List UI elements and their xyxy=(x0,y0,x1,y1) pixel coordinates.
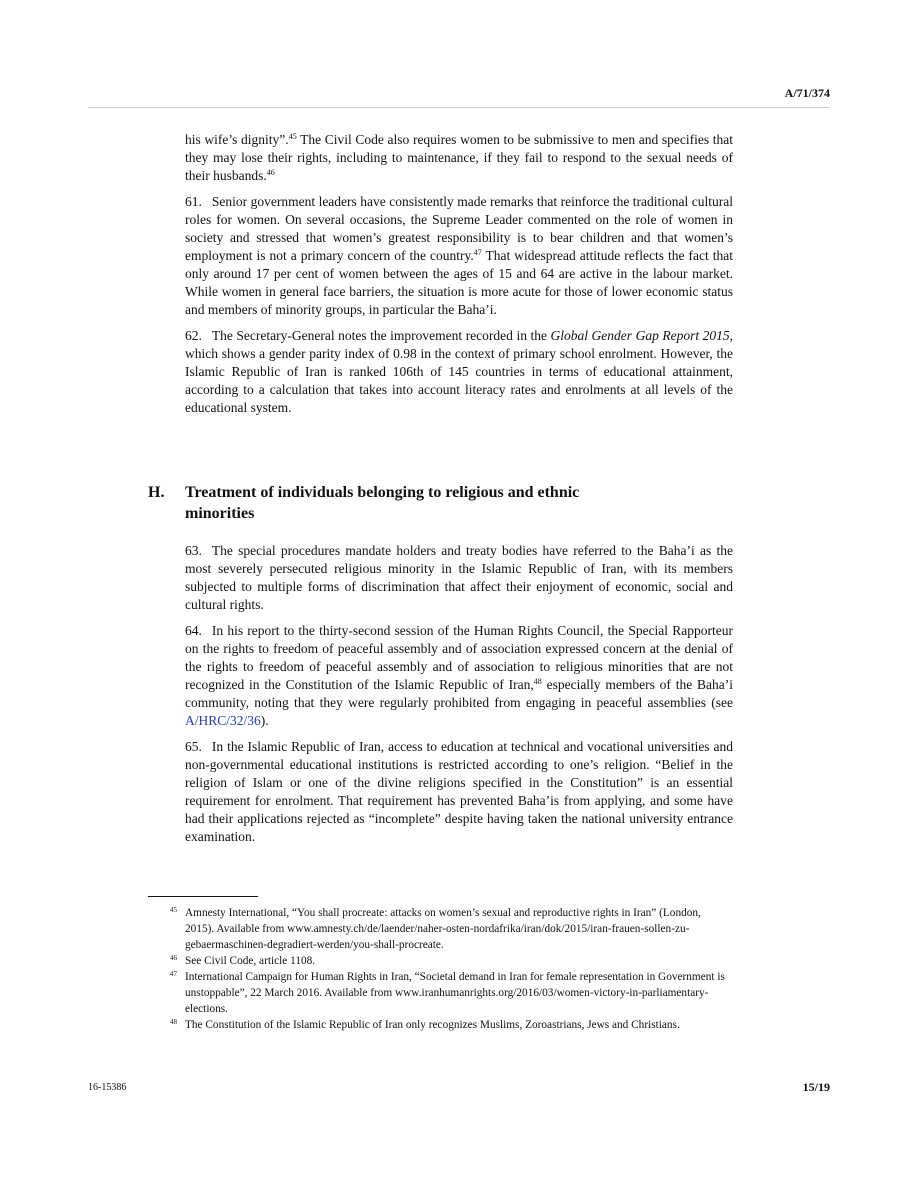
footnote-divider xyxy=(148,896,258,897)
document-symbol: A/71/374 xyxy=(784,86,830,100)
section-heading-h xyxy=(148,482,615,524)
footnote-text: The Constitution of the Islamic Republic of Iran only recognizes Muslims, Zoroastrians, Jews and Christians. xyxy=(185,1019,680,1031)
header-divider xyxy=(88,107,830,108)
paragraph-text: ). xyxy=(260,713,269,728)
footnotes xyxy=(170,905,730,1033)
body-upper xyxy=(185,131,733,425)
footnote-46 xyxy=(170,953,730,969)
footnote-45 xyxy=(170,905,730,953)
paragraph-number: 61. xyxy=(185,194,202,209)
body-lower xyxy=(185,542,733,854)
paragraph-number: 62. xyxy=(185,328,202,343)
footnote-number: 45 xyxy=(170,906,177,914)
report-title: Global Gender Gap Report 2015 xyxy=(550,328,730,343)
paragraph-text: In his report to the thirty-second session of the Human Rights Council, the Special Rapporteur on the rights to freedom of peaceful assembly and of association expressed concern at the denial of the rights to freedom of peaceful assembly and of association to religious minorities that are not recognized in the Constitution of the Islamic Republic of Iran, xyxy=(185,623,733,692)
paragraph-62 xyxy=(185,327,733,417)
footnote-47 xyxy=(170,969,730,1017)
paragraph-65 xyxy=(185,738,733,846)
continued-paragraph xyxy=(185,131,733,185)
footnote-ref[interactable]: 48 xyxy=(533,677,542,686)
paragraph-number: 65. xyxy=(185,739,202,754)
paragraph-61 xyxy=(185,193,733,319)
footnote-number: 47 xyxy=(170,970,177,978)
paragraph-text: The Secretary-General notes the improvement recorded in the xyxy=(211,328,551,343)
footnote-text: International Campaign for Human Rights in Iran, “Societal demand in Iran for female representation in Government is unstoppable”, 22 March 2016. Available from www.iranhumanrights.org/2016/03/women-victory-in-parliamentary-elections. xyxy=(185,971,725,1015)
paragraph-text: The Civil Code also requires women to be submissive to men and specifies that they may lose their rights, including to maintenance, if they fail to respond to the sexual needs of their husbands. xyxy=(185,132,734,183)
footnote-number: 46 xyxy=(170,954,177,962)
paragraph-text: In the Islamic Republic of Iran, access to education at technical and vocational universities and non-governmental educational institutions is restricted according to one’s religion. “Belief in the religion of Islam or one of the divine religions specified in the Constitution” is an essential requirement for enrolment. That requirement has prevented Baha’is from applying, and some have had their applications rejected as “incomplete” despite having taken the national university entrance examination. xyxy=(185,739,733,844)
paragraph-number: 64. xyxy=(185,623,202,638)
footnote-ref[interactable]: 45 xyxy=(288,132,297,141)
page-number: 15/19 xyxy=(802,1080,830,1094)
paragraph-63 xyxy=(185,542,733,614)
footnote-text: See Civil Code, article 1108. xyxy=(185,955,316,967)
document-link[interactable]: A/HRC/32/36 xyxy=(185,713,261,728)
paragraph-text: his wife’s dignity”. xyxy=(185,132,289,147)
job-number: 16-15386 xyxy=(88,1082,127,1093)
paragraph-number: 63. xyxy=(185,543,202,558)
paragraph-text: , which shows a gender parity index of 0.98 in the context of primary school enrolment. However, the Islamic Republic of Iran is ranked 106th of 145 countries in terms of educational attainment, according to a calculation that takes into account literacy rates and enrolments at all levels of the educational system. xyxy=(185,328,734,415)
section-title: Treatment of individuals belonging to religious and ethnic minorities xyxy=(185,484,580,522)
paragraph-text: especially members of the Baha’i community, noting that they were regularly prohibited from engaging in peaceful assemblies (see xyxy=(185,677,733,710)
paragraph-64 xyxy=(185,622,733,730)
footnote-48 xyxy=(170,1017,730,1033)
footnote-number: 48 xyxy=(170,1018,177,1026)
footnote-ref[interactable]: 46 xyxy=(266,168,275,177)
paragraph-text: That widespread attitude reflects the fact that only around 17 per cent of women between the ages of 15 and 64 are active in the labour market. While women in general face barriers, the situation is more acute for those of lower economic status and members of minority groups, in particular the Baha’i. xyxy=(185,248,733,317)
footnote-text: Amnesty International, “You shall procreate: attacks on women’s sexual and reproductive rights in Iran” (London, 2015). Available from www.amnesty.ch/de/laender/naher-osten-nordafrika/iran/dok/2015/iran-frauen-sollen-zu-gebaermaschinen-degradiert-werden/you-shall-procreate. xyxy=(185,907,701,951)
paragraph-text: Senior government leaders have consistently made remarks that reinforce the traditional cultural roles for women. On several occasions, the Supreme Leader commented on the role of women in society and stressed that women’s greatest responsibility is to bear children and that women’s employment is not a primary concern of the country. xyxy=(185,194,733,263)
footnote-ref[interactable]: 47 xyxy=(473,248,482,257)
section-letter: H. xyxy=(148,484,165,501)
paragraph-text: The special procedures mandate holders and treaty bodies have referred to the Baha’i as the most severely persecuted religious minority in the Islamic Republic of Iran, with its members subjected to multiple forms of discrimination that affect their enjoyment of economic, social and cultural rights. xyxy=(185,543,733,612)
